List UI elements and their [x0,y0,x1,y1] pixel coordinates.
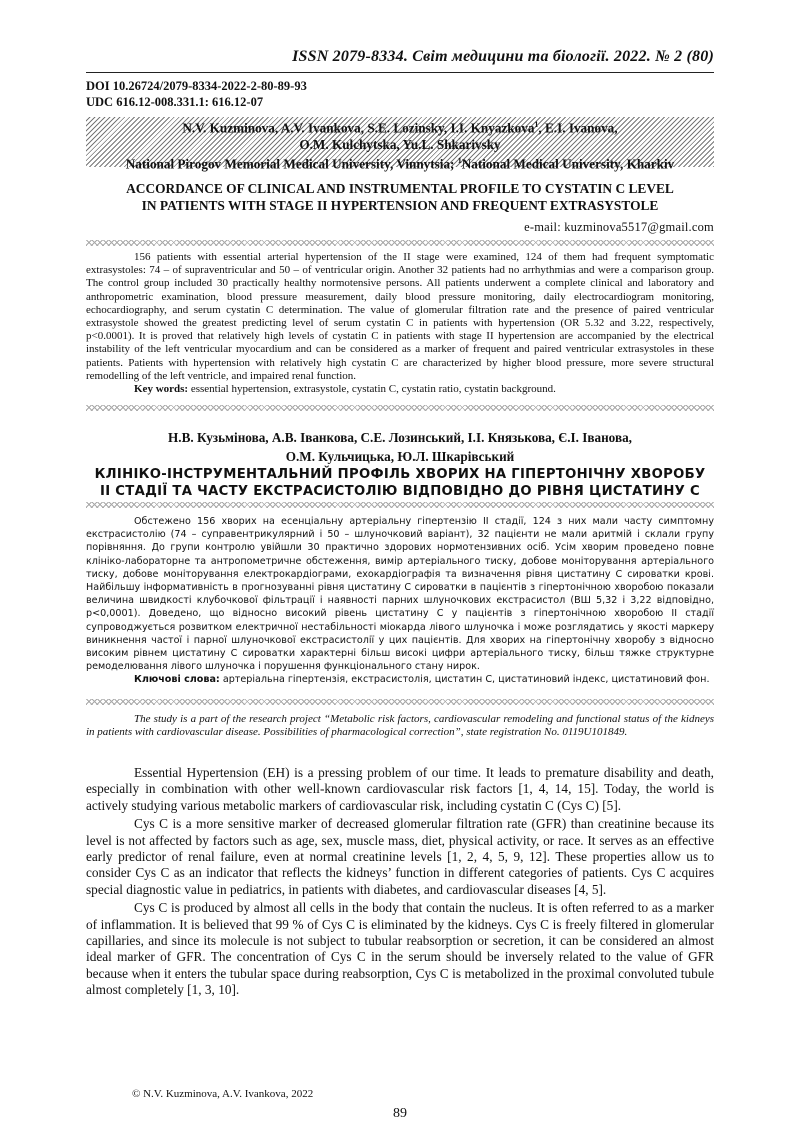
doi: DOI 10.26724/2079-8334-2022-2-80-89-93 [86,79,307,93]
funding-note: The study is a part of the research project “Metabolic risk factors, cardiovascular remodeling and functional status of the kidneys in patients with cardiovascular disease. Possibilities of pharmacological correction”, state registration No. 0119U101849. [86,713,714,739]
journal-header: ISSN 2079-8334. Світ медицини та біології. 2022. № 2 (80) [292,48,714,65]
en-title: ACCORDANCE OF CLINICAL AND INSTRUMENTAL PROFILE TO CYSTATIN C LEVEL IN PATIENTS WITH STAGE II HYPERTENSION AND FREQUENT EXTRASYSTOLE [126,181,674,213]
divider [86,405,714,411]
ua-abstract-text: Обстежено 156 хворих на есенціальну артеріальну гіпертензію ІІ стадії, 124 з них мали часту симптомну екстрасистолію (74 – суправентрикулярний і 50 – шлуночковий варіант), 32 пацієнти не мали аритмій і склали групу порівняння. До групи контролю увійшли 30 практично здорових нормотензивних осіб. Усім хворим проведено повне клініко-лабораторне та антропометричне обстеження, вимір артеріального тиску, добове моніторування артеріального тиску, добове моніторування електрокардіограми, ехокардіографія та визначення рівня цистатину С сироватки крові. Найбільшу інформативність в прогнозуванні рівня цистатину С сироватки в пацієнтів з гіпертонічною хворобою показали величина швидкості клубочкової фільтрації і наявності парних шлуночкових екстрасистол (ВШ 5,32 і 3,22 відповідно, р<0,0001). Доведено, що відносно високий рівень цистатину С у пацієнтів з гіпертонічною хворобою ІІ стадії супроводжується розвитком електричної нестабільності міокарда лівого шлуночка і може розглядатись у якості маркеру виникнення частої і парної шлуночкової екстрасистолії у цих пацієнтів. Для хворих на гіпертонічну хворобу з відносно високим рівнем цистатину С сироватки характерні більш високі цифри артеріального тиску, більш тяжке структурне ремоделювання лівого шлуночка і порушення функціонального стану нирок. [86,516,714,673]
main-body [86,765,714,1001]
en-abstract-text: 156 patients with essential arterial hypertension of the II stage were examined, 124 of them had frequent symptomatic extrasystoles: 74 – of supraventricular and 50 – of ventricular origin. Another 32 patients had no arrhythmias and were a comparison group. The control group included 30 practically healthy normotensive persons. All patients underwent a complete clinical and laboratory and anthropometric examination, blood pressure measurement, daily blood pressure monitoring, daily electrocardiogram monitoring, echocardiography, and serum cystatin C determination. The value of glomerular filtration rate and the presence of paired ventricular extrasystole showed the greatest predicting level of serum cystatin C in patients with hypertension (OR 5.32 and 3.22, respectively, p<0.0001). It is proved that relatively high levels of cystatin C in patients with stage II hypertension are accompanied by the electrical instability of the left ventricular myocardium and can be considered as a marker of frequent and paired ventricular extrasystoles in these patients. Patients with hypertension with relatively high cystatin C are characterized by higher blood pressure, more severe structural remodelling of the left ventricle, and impaired renal function. [86,251,714,382]
ua-title: КЛІНІКО-ІНСТРУМЕНТАЛЬНИЙ ПРОФІЛЬ ХВОРИХ НА ГІПЕРТОНІЧНУ ХВОРОБУ ІІ СТАДІЇ ТА ЧАСТУ ЕКСТРАСИСТОЛІЮ ВІДПОВІДНО ДО РІВНЯ ЦИСТАТИНУ С [94,467,706,499]
en-abstract [86,251,714,396]
en-authors-line1: N.V. Kuzminova, A.V. Ivankova, S.E. Lozinsky, I.I. Knyazkova$^1$, E.I. Ivanova, [182,120,618,136]
ua-keywords: Ключові слова: артеріальна гіпертензія, екстрасистолія, цистатин С, цистатиновий індекс, цистатиновий фон. [134,674,710,686]
en-authors-line2: O.M. Kulchytska, Yu.L. Shkarivsky [299,136,501,152]
ua-abstract [86,515,714,687]
header-rule [86,72,714,73]
en-affiliations: National Pirogov Memorial Medical University, Vinnytsia; $^1$National Medical University, Kharkiv [125,156,675,172]
divider [86,699,714,705]
divider [86,240,714,246]
contact-email[interactable]: e-mail: kuzminova5517@gmail.com [524,220,714,234]
page-number: 89 [393,1106,407,1121]
body-paragraph-2: Cys C is a more sensitive marker of decreased glomerular filtration rate (GFR) than creatinine because its level is not affected by factors such as age, sex, muscle mass, diet, physical activity, or race. It serves as an effective early predictor of renal failure, even at normal creatinine levels [1, 2, 4, 5, 9, 12]. These properties allow us to consider Cys C as an indicator that reflects the kidneys’ function in different categories of patients. Cys C acquires special diagnostic value in pediatrics, in patients with diabetes, and cardiovascular diseases [4, 5]. [86,816,714,897]
en-keywords: Key words: essential hypertension, extrasystole, cystatin C, cystatin ratio, cystatin background. [134,383,556,396]
copyright: © N.V. Kuzminova, A.V. Ivankova, 2022 [132,1088,314,1100]
body-paragraph-1: Essential Hypertension (EH) is a pressing problem of our time. It leads to premature disability and death, especially in combination with other well-known cardiovascular risk factors [1, 4, 14, 15]. Today, the world is actively studying various metabolic markers of cardiovascular risk, including cystatin C (Cys C) [5]. [86,765,714,813]
en-authors-block [86,117,714,173]
udc: UDC 616.12-008.331.1: 616.12-07 [86,95,264,109]
ua-authors: Н.В. Кузьмінова, А.В. Іванкова, С.Е. Лозинський, І.І. Князькова, Є.І. Іванова, О.М. Кульчицька, Ю.Л. Шкарівський [168,430,632,464]
divider [86,502,714,508]
body-paragraph-3: Cys C is produced by almost all cells in the body that contain the nucleus. It is often referred to as a marker of inflammation. It is believed that 99 % of Cys C is eliminated by the kidneys. Cys C is freely filtered in glomerular capillaries, and since its molecule is not subject to tubular reabsorption or secretion, it can be considered an almost ideal marker of GFR. The concentration of Cys C in the serum should be inversely related to the value of GFR because when it enters the tubular space during reabsorption, Cys C is metabolized in the proximal convoluted tubule almost completely [1, 3, 10]. [86,900,714,997]
